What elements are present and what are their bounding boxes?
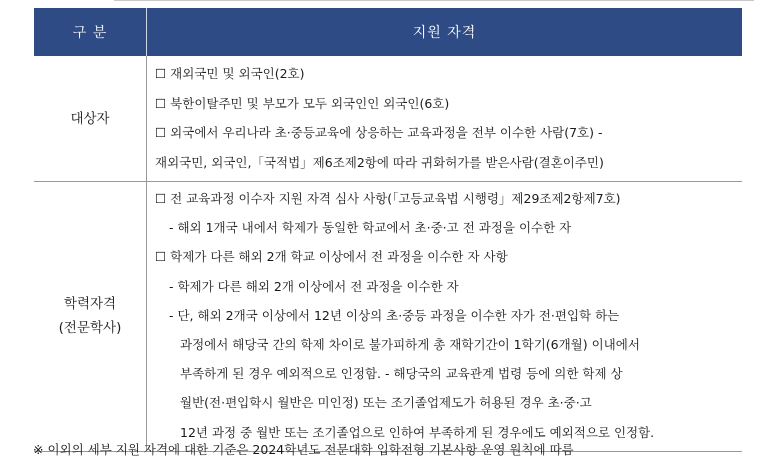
eligibility-lines bbox=[147, 56, 742, 181]
table-header-row bbox=[34, 8, 742, 56]
checkbox-item: ☐ 전 교육과정 이수자 지원 자격 심사 사항(「고등교육법 시행령」제29조제2항제7호) bbox=[155, 191, 621, 206]
continuation-text: 12년 과정 중 월반 또는 조기졸업으로 인하여 부족하게 된 경우에도 예외적으로 인정함. bbox=[180, 424, 655, 440]
checkbox-item: ☐ 학제가 다른 해외 2개 학교 이상에서 전 과정을 이수한 자 사항 bbox=[155, 249, 508, 265]
eligibility-table bbox=[34, 8, 742, 452]
header-eligibility: 지원 자격 bbox=[147, 8, 743, 56]
eligibility-lines bbox=[147, 182, 742, 451]
category-label: 학력자격 bbox=[63, 296, 117, 313]
checkbox-item: ☐ 외국에서 우리나라 초·중등교육에 상응하는 교육과정을 전부 이수한 사람(7호) - bbox=[155, 125, 603, 140]
table-row-target bbox=[34, 56, 742, 182]
dash-item: - 학제가 다른 해외 2개 이상에서 전 과정을 이수한 자 bbox=[169, 278, 459, 294]
dash-item: - 단, 해외 2개국 이상에서 12년 이상의 초·중등 과정을 이수한 자가 전·편입학 하는 bbox=[169, 307, 620, 323]
continuation-text: 과정에서 해당국 간의 학제 차이로 불가피하게 총 재학기간이 1학기(6개월) 이내에서 bbox=[180, 337, 640, 353]
table-row-education bbox=[34, 182, 742, 452]
continuation-text: 월반(전·편입학시 월반은 미인정) 또는 조기졸업제도가 허용된 경우 초·중·고 bbox=[180, 395, 592, 411]
category-sublabel: (전문학사) bbox=[58, 320, 122, 337]
footnote: ※ 이외의 세부 지원 자격에 대한 기준은 2024학년도 전문대학 입학전형 기본사항 운영 원칙에 따름 bbox=[33, 442, 574, 457]
dash-item: - 해외 1개국 내에서 학제가 동일한 학교에서 초·중·고 전 과정을 이수한 자 bbox=[169, 220, 572, 236]
checkbox-item: ☐ 재외국민 및 외국인(2호) bbox=[155, 66, 305, 81]
eligibility-target-cell bbox=[147, 56, 743, 182]
category-target: 대상자 bbox=[34, 56, 147, 182]
checkbox-item: ☐ 북한이탈주민 및 부모가 모두 외국인인 외국인(6호) bbox=[155, 95, 450, 111]
header-category: 구 분 bbox=[34, 8, 147, 56]
continuation-text: 재외국민, 외국인,「국적법」제6조제2항에 따라 귀화허가를 받은사람(결혼이주민) bbox=[155, 154, 604, 170]
top-rule bbox=[114, 0, 754, 1]
eligibility-education-cell bbox=[147, 182, 743, 452]
continuation-text: 부족하게 된 경우 예외적으로 인정함. - 해당국의 교육관계 법령 등에 의한 학제 상 bbox=[180, 366, 623, 382]
category-education bbox=[34, 182, 147, 452]
